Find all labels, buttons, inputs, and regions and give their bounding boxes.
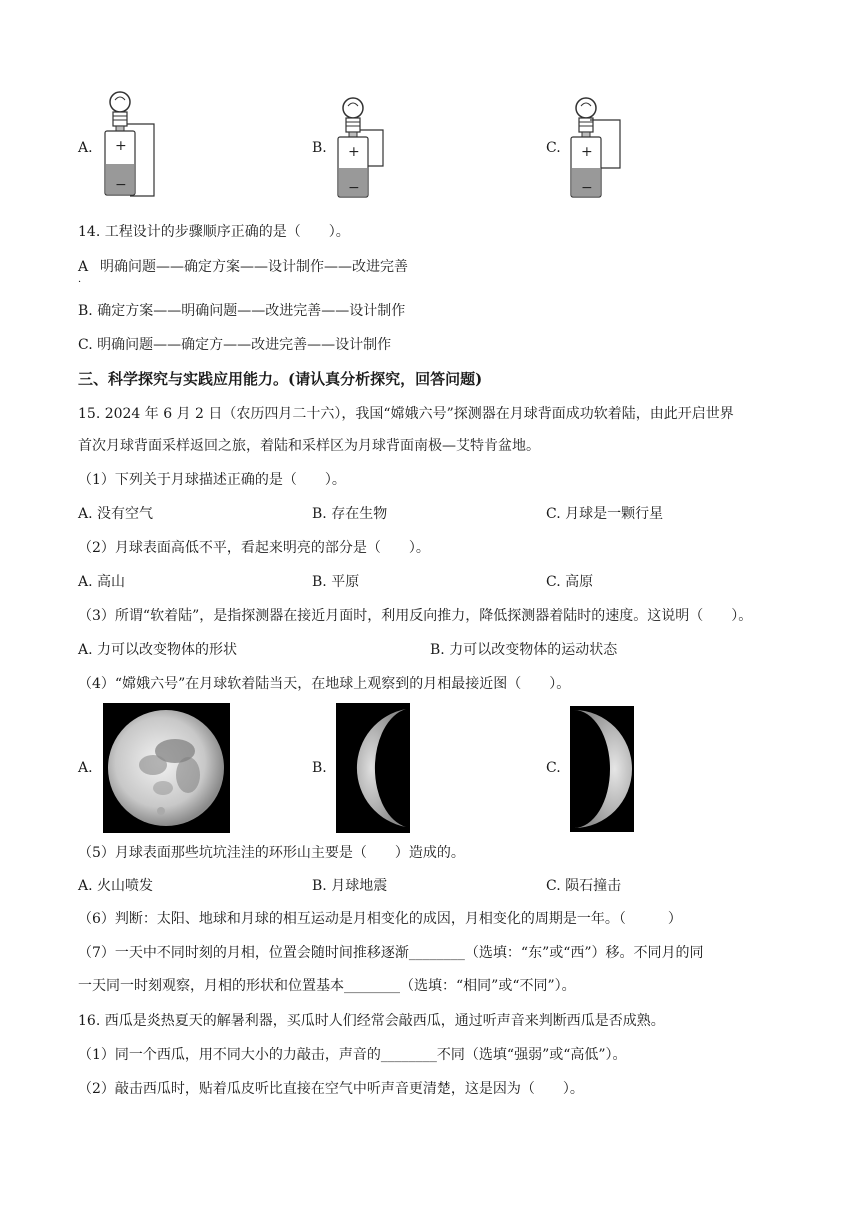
battery-minus-sign: −	[348, 180, 360, 196]
q15-sub1-option-b: B. 存在生物	[312, 506, 388, 522]
q15-sub6: （6）判断：太阳、地球和月球的相互运动是月相变化的成因，月相变化的周期是一年。（ ）	[78, 911, 682, 927]
q15-sub3: （3）所谓“软着陆”，是指探测器在接近月面时，利用反向推力，降低探测器着陆时的速度。这说明（ ）。	[78, 608, 753, 624]
q14-option-a-letter: A	[78, 259, 89, 275]
section-heading: 三、科学探究与实践应用能力。(请认真分析探究，回答问题)	[78, 370, 483, 388]
q15-sub3-option-b: B. 力可以改变物体的运动状态	[430, 642, 618, 658]
q15-sub5: （5）月球表面那些坑坑洼洼的环形山主要是（ ）造成的。	[78, 845, 465, 861]
q15-sub7-line1: （7）一天中不同时刻的月相，位置会随时间推移逐渐________（选填：“东”或“西”）移。不同月的同	[78, 945, 704, 961]
q15-sub2-option-c: C. 高原	[546, 574, 594, 590]
battery-minus-sign: −	[115, 177, 127, 193]
q15-stem-line1: 15. 2024 年 6 月 2 日（农历四月二十六），我国“嫦娥六号”探测器在月球背面成功软着陆，由此开启世界	[78, 406, 734, 422]
waxing-crescent-moon-icon	[570, 706, 634, 832]
q16-sub2: （2）敲击西瓜时，贴着瓜皮听比直接在空气中听声音更清楚，这是因为（ ）。	[78, 1081, 584, 1097]
q15-sub2-option-a: A. 高山	[78, 574, 126, 590]
q14-option-a-text: 明确问题——确定方案——设计制作——改进完善	[100, 259, 408, 275]
q15-sub4-option-b-label: B.	[312, 760, 327, 776]
battery-icon	[338, 132, 368, 197]
q13-option-b-label: B.	[312, 140, 327, 156]
q15-sub4-option-a-moon-image	[103, 703, 230, 833]
q16-stem: 16. 西瓜是炎热夏天的解暑利器，买瓜时人们经常会敲西瓜，通过听声音来判断西瓜是否成熟。	[78, 1013, 665, 1029]
q15-sub3-option-a: A. 力可以改变物体的形状	[78, 642, 238, 658]
bulb-icon	[110, 92, 130, 126]
q14-option-b: B. 确定方案——明确问题——改进完善——设计制作	[78, 303, 406, 319]
q13-option-c-label: C.	[546, 140, 561, 156]
q14-option-c: C. 明确问题——确定方——改进完善——设计制作	[78, 337, 392, 353]
q15-sub4-option-b-moon-image	[336, 703, 410, 833]
q15-sub5-option-a: A. 火山喷发	[78, 878, 154, 894]
q14-option-a-dot: ．	[78, 274, 88, 285]
q13-option-a-label: A.	[78, 140, 93, 156]
q15-sub4-option-a-label: A.	[78, 760, 93, 776]
bulb-icon	[576, 98, 596, 132]
battery-icon	[571, 132, 601, 197]
q13-option-b-circuit-figure	[333, 94, 393, 202]
q15-sub5-option-b: B. 月球地震	[312, 878, 388, 894]
q15-sub1-option-c: C. 月球是一颗行星	[546, 506, 664, 522]
full-moon-icon	[103, 703, 230, 833]
bulb-icon	[343, 98, 363, 132]
q15-sub4-option-c-moon-image	[570, 706, 634, 832]
q13-option-c-circuit-figure	[566, 94, 626, 202]
battery-plus-sign: +	[581, 144, 593, 160]
q15-sub4-option-c-label: C.	[546, 760, 561, 776]
battery-plus-sign: +	[115, 138, 127, 154]
q15-sub2: （2）月球表面高低不平，看起来明亮的部分是（ ）。	[78, 540, 430, 556]
q15-sub2-option-b: B. 平原	[312, 574, 360, 590]
q16-sub1: （1）同一个西瓜，用不同大小的力敲击，声音的________不同（选填“强弱”或“高低”）。	[78, 1047, 627, 1063]
waning-crescent-moon-icon	[336, 703, 410, 833]
q14-stem: 14. 工程设计的步骤顺序正确的是（ ）。	[78, 224, 350, 240]
battery-icon	[105, 126, 135, 195]
q15-sub4: （4）“嫦娥六号”在月球软着陆当天，在地球上观察到的月相最接近图（ ）。	[78, 676, 571, 692]
q15-sub1: （1）下列关于月球描述正确的是（ ）。	[78, 472, 346, 488]
q15-stem-line2: 首次月球背面采样返回之旅，着陆和采样区为月球背面南极—艾特肯盆地。	[78, 438, 540, 454]
battery-minus-sign: −	[581, 180, 593, 196]
q13-option-a-circuit-figure	[100, 88, 160, 200]
q15-sub7-line2: 一天同一时刻观察，月相的形状和位置基本________（选填：“相同”或“不同”）。	[78, 978, 576, 994]
q15-sub5-option-c: C. 陨石撞击	[546, 878, 622, 894]
q15-sub1-option-a: A. 没有空气	[78, 506, 154, 522]
battery-plus-sign: +	[348, 144, 360, 160]
